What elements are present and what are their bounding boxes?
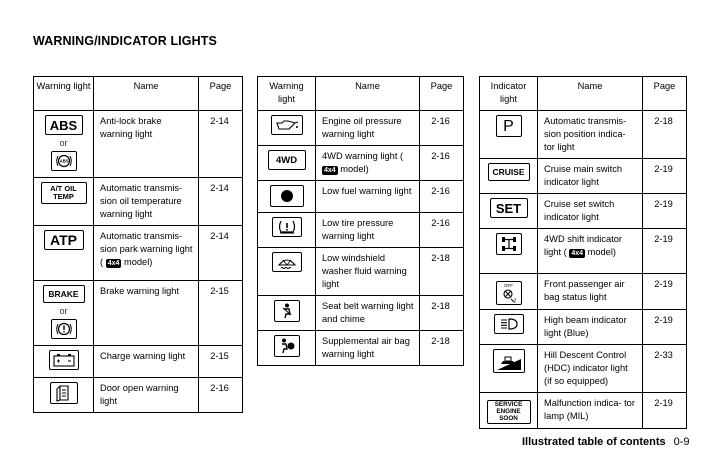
header-name: Name [94, 77, 199, 111]
oil-can-icon [271, 115, 303, 135]
4wd-warning-icon: 4WD [268, 150, 306, 170]
row-page: 2-15 [199, 281, 243, 346]
table-row [258, 181, 464, 213]
header-indicator-light: Indicator light [480, 77, 538, 111]
icon-cell [34, 226, 94, 281]
icon-cell [480, 159, 538, 194]
table-row [34, 281, 243, 346]
row-name: Seat belt warning light and chime [316, 296, 420, 331]
table-row [480, 345, 687, 393]
icon-cell [34, 178, 94, 226]
seat-belt-icon [274, 300, 300, 322]
table-row [258, 213, 464, 248]
4wd-shift-icon [496, 233, 522, 255]
cruise-icon: CRUISE [488, 163, 530, 181]
table-header [480, 77, 687, 111]
icon-cell [258, 146, 316, 181]
row-page: 2-14 [199, 178, 243, 226]
4x4-badge-icon: 4x4 [324, 167, 336, 174]
table-row [480, 229, 687, 274]
name-text-end: model) [585, 247, 617, 257]
warning-lights-table-2 [257, 76, 464, 366]
table-row [258, 111, 464, 146]
row-page: 2-16 [420, 181, 464, 213]
table-row [258, 296, 464, 331]
table-row [480, 159, 687, 194]
table-row [480, 274, 687, 310]
row-name: Cruise set switch indicator light [538, 194, 643, 229]
row-page: 2-19 [643, 194, 687, 229]
at-oil-temp-icon: A/T OIL TEMP [41, 182, 87, 204]
abs-icon: ABS [45, 115, 83, 135]
name-text: 4WD shift indicator light ( [544, 234, 623, 257]
icon-cell [258, 296, 316, 331]
icon-cell [34, 281, 94, 346]
name-text: 4WD warning light ( [322, 151, 404, 161]
passenger-airbag-off-icon [496, 281, 522, 305]
svg-text:ABS: ABS [59, 158, 68, 164]
service-engine-soon-icon: SERVICE ENGINE SOON [487, 400, 531, 424]
row-page: 2-15 [199, 346, 243, 378]
row-name: Automatic transmis- sion oil temperature warning light [94, 178, 199, 226]
high-beam-icon [494, 314, 524, 334]
icon-cell [34, 346, 94, 378]
4x4-badge-icon: 4x4 [107, 260, 120, 267]
table-row [34, 346, 243, 378]
row-name: Low tire pressure warning light [316, 213, 420, 248]
section-title: WARNING/INDICATOR LIGHTS [33, 34, 217, 48]
or-label: or [59, 306, 68, 316]
table-row [480, 194, 687, 229]
4x4-badge-icon: 4x4 [571, 250, 584, 257]
table-row [258, 248, 464, 296]
warning-lights-table-1 [33, 76, 243, 413]
icon-cell [480, 274, 538, 310]
header-name: Name [316, 77, 420, 111]
header-page: Page [199, 77, 243, 111]
header-warning-light: Warning light [34, 77, 94, 111]
row-page: 2-16 [199, 378, 243, 413]
row-page: 2-14 [199, 226, 243, 281]
row-page: 2-19 [643, 229, 687, 274]
hill-descent-icon [493, 349, 525, 373]
footer-page-number: 0-9 [673, 436, 690, 448]
name-text: Automatic transmis- sion park warning light ( [100, 231, 193, 267]
icon-cell [258, 111, 316, 146]
row-page: 2-19 [643, 393, 687, 429]
tire-pressure-icon [272, 217, 302, 237]
icon-cell [258, 213, 316, 248]
footer-title: Illustrated table of contents [522, 436, 666, 448]
table-row [480, 111, 687, 159]
table-row [34, 226, 243, 281]
row-name: Front passenger air bag status light [538, 274, 643, 310]
icon-cell [480, 194, 538, 229]
indicator-lights-table [479, 76, 687, 429]
washer-fluid-icon [272, 252, 302, 272]
table-row [480, 310, 687, 345]
table-row [34, 178, 243, 226]
row-name: Hill Descent Control (HDC) indicator light (if so equipped) [538, 345, 643, 393]
table-row [258, 146, 464, 181]
row-name: Engine oil pressure warning light [316, 111, 420, 146]
row-page: 2-19 [643, 310, 687, 345]
table-row [34, 378, 243, 413]
door-open-icon [50, 382, 78, 404]
table-header [34, 77, 243, 111]
row-name [94, 226, 199, 281]
header-page: Page [643, 77, 687, 111]
header-name: Name [538, 77, 643, 111]
icon-cell [258, 248, 316, 296]
row-page: 2-16 [420, 213, 464, 248]
header-warning-light: Warning light [258, 77, 316, 111]
row-page: 2-18 [420, 248, 464, 296]
row-name: Charge warning light [94, 346, 199, 378]
icon-cell [480, 229, 538, 274]
table-row [258, 331, 464, 366]
brake-text-icon: BRAKE [43, 285, 85, 303]
row-page: 2-33 [643, 345, 687, 393]
row-name: Anti-lock brake warning light [94, 111, 199, 178]
row-name [538, 229, 643, 274]
set-icon: SET [490, 198, 528, 218]
table-row [34, 111, 243, 178]
icon-cell [258, 181, 316, 213]
row-name [316, 146, 420, 181]
row-name: Brake warning light [94, 281, 199, 346]
icon-cell [34, 378, 94, 413]
airbag-off-label: OFF [504, 283, 513, 288]
row-page: 2-19 [643, 274, 687, 310]
battery-icon [49, 350, 79, 370]
icon-cell [480, 345, 538, 393]
header-page: Page [420, 77, 464, 111]
abs-circle-icon [51, 151, 77, 171]
page-footer [522, 436, 690, 448]
low-fuel-dot-icon [270, 185, 304, 207]
table-header [258, 77, 464, 111]
row-name: Low windshield washer fluid warning light [316, 248, 420, 296]
or-label: or [59, 138, 68, 148]
name-text-end: model) [337, 164, 369, 174]
brake-circle-icon [51, 319, 77, 339]
row-name: Door open warning light [94, 378, 199, 413]
icon-cell [480, 111, 538, 159]
row-name: High beam indicator light (Blue) [538, 310, 643, 345]
icon-cell [258, 331, 316, 366]
airbag-icon [274, 335, 300, 357]
icon-cell [34, 111, 94, 178]
row-name: Supplemental air bag warning light [316, 331, 420, 366]
row-page: 2-18 [420, 296, 464, 331]
row-page: 2-18 [420, 331, 464, 366]
name-text-end: model) [121, 257, 153, 267]
table-row [480, 393, 687, 429]
svg-text:2: 2 [513, 298, 516, 303]
icon-cell [480, 310, 538, 345]
row-page: 2-16 [420, 146, 464, 181]
row-page: 2-16 [420, 111, 464, 146]
row-page: 2-14 [199, 111, 243, 178]
row-name: Low fuel warning light [316, 181, 420, 213]
icon-cell [480, 393, 538, 429]
row-page: 2-19 [643, 159, 687, 194]
row-name: Cruise main switch indicator light [538, 159, 643, 194]
atp-icon: ATP [44, 230, 84, 250]
row-page: 2-18 [643, 111, 687, 159]
park-p-icon: P [496, 115, 522, 137]
row-name: Malfunction indica- tor lamp (MIL) [538, 393, 643, 429]
row-name: Automatic transmis- sion position indica- tor light [538, 111, 643, 159]
